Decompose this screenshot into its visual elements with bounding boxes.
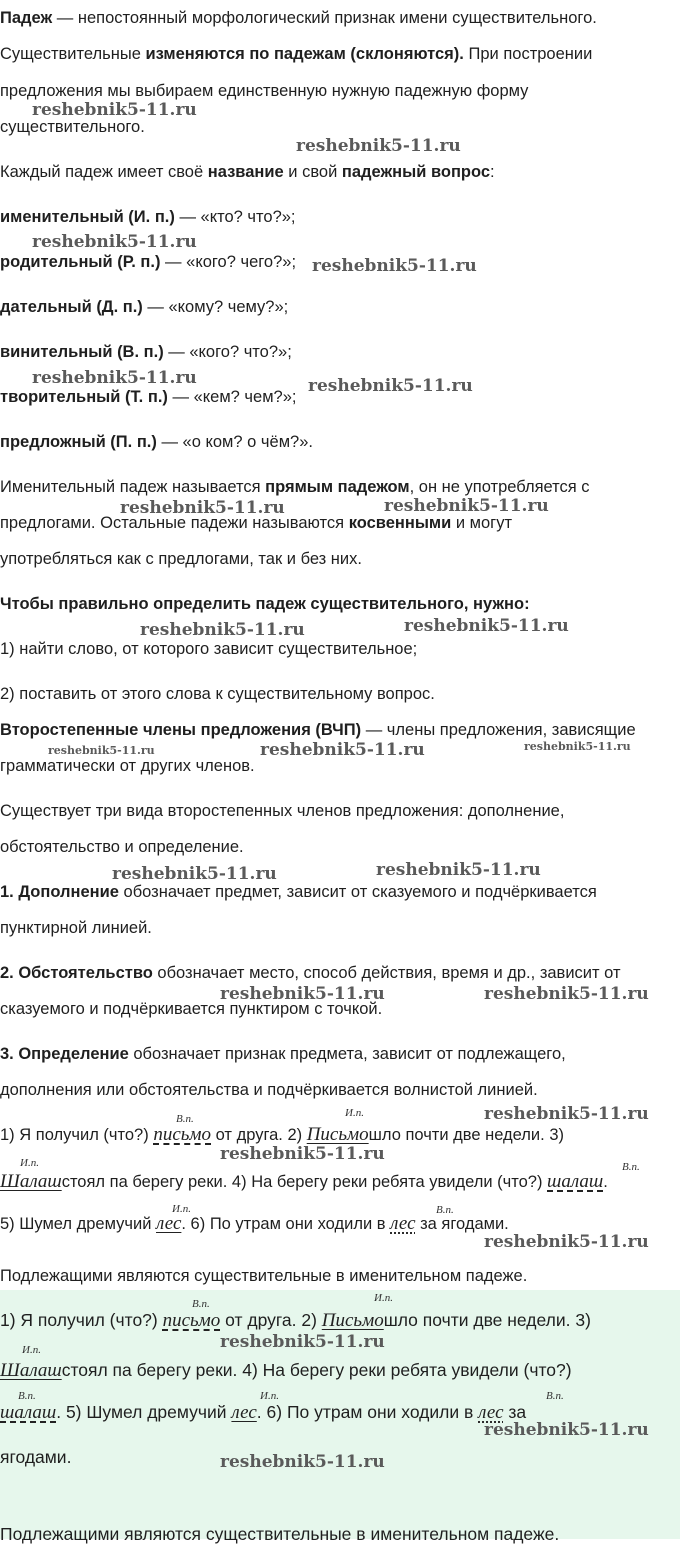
paragraph-line: пунктирной линией. bbox=[0, 919, 152, 937]
handwritten-word: Письмо bbox=[306, 1124, 369, 1145]
bold-text: 2. Обстоятельство bbox=[0, 964, 153, 982]
handwritten-word: письмо bbox=[162, 1310, 221, 1331]
paragraph-line bbox=[0, 477, 590, 497]
case-label: И.п. bbox=[345, 1107, 364, 1119]
watermark: reshebnik5-11.ru bbox=[32, 368, 197, 388]
handwritten-word: лес bbox=[478, 1402, 504, 1423]
paragraph-line: употребляться как с предлогами, так и без них. bbox=[0, 550, 362, 568]
paragraph-line bbox=[0, 1044, 566, 1064]
bold-text: прямым падежом bbox=[265, 478, 410, 496]
paragraph-line: существительного. bbox=[0, 118, 145, 136]
paragraph-line: Существует три вида второстепенных членов предложения: дополнение, bbox=[0, 802, 565, 820]
case-name: предложный (П. п.) bbox=[0, 433, 157, 451]
case-name: винительный (В. п.) bbox=[0, 343, 164, 361]
text: шло почти две недели. 3) bbox=[368, 1126, 564, 1144]
text: за ягодами. bbox=[415, 1215, 509, 1233]
conclusion-text: Подлежащими являются существительные в именительном падеже. bbox=[0, 1524, 560, 1544]
case-question: — «кто? что?»; bbox=[174, 208, 296, 226]
watermark: reshebnik5-11.ru bbox=[296, 136, 461, 156]
case-name: творительный (Т. п.) bbox=[0, 388, 168, 406]
handwritten-word: Шалаш bbox=[0, 1171, 62, 1192]
answer-line: ягодами. bbox=[0, 1447, 72, 1467]
watermark: reshebnik5-11.ru bbox=[484, 984, 649, 1004]
bold-text: Второстепенные члены предложения (ВЧП) bbox=[0, 721, 362, 739]
paragraph-line: сказуемого и подчёркивается пунктиром с точкой. bbox=[0, 1000, 383, 1018]
watermark: reshebnik5-11.ru bbox=[312, 256, 477, 276]
handwritten-word: лес bbox=[390, 1213, 416, 1234]
watermark: reshebnik5-11.ru bbox=[524, 740, 631, 753]
text: 1) Я получил (что?) bbox=[0, 1310, 163, 1330]
case-label: В.п. bbox=[622, 1161, 640, 1173]
watermark: reshebnik5-11.ru bbox=[384, 496, 549, 516]
case-label: И.п. bbox=[260, 1390, 279, 1402]
term-padezh: Падеж bbox=[0, 9, 53, 27]
watermark: reshebnik5-11.ru bbox=[484, 1420, 649, 1440]
case-label: В.п. bbox=[176, 1113, 194, 1125]
answer-line bbox=[0, 1310, 591, 1331]
watermark: reshebnik5-11.ru bbox=[220, 1332, 385, 1352]
bold-text: изменяются по падежам (склоняются). bbox=[145, 45, 464, 63]
example-line bbox=[0, 1125, 564, 1145]
watermark: reshebnik5-11.ru bbox=[376, 860, 541, 880]
bold-text: 1. Дополнение bbox=[0, 883, 119, 901]
text: Именительный падеж называется bbox=[0, 478, 266, 496]
case-item bbox=[0, 387, 297, 407]
howto-step: 1) найти слово, от которого зависит существительное; bbox=[0, 640, 418, 658]
example-line bbox=[0, 1214, 509, 1234]
paragraph-line: грамматически от других членов. bbox=[0, 757, 255, 775]
text: — члены предложения, зависящие bbox=[361, 721, 636, 739]
case-name: дательный (Д. п.) bbox=[0, 298, 143, 316]
case-question: — «кого? чего?»; bbox=[160, 253, 297, 271]
bold-text: падежный вопрос bbox=[341, 163, 491, 181]
case-item bbox=[0, 297, 288, 317]
case-label: В.п. bbox=[192, 1298, 210, 1310]
text: : bbox=[490, 163, 495, 181]
text: стоял па берегу реки. 4) На берегу реки ребята увидели (что?) bbox=[61, 1360, 572, 1380]
text: 5) Шумел дремучий bbox=[65, 1402, 232, 1422]
handwritten-word: лес bbox=[156, 1213, 182, 1234]
text: . bbox=[603, 1173, 608, 1191]
answer-line: шалаш. 5) Шумел дремучий лес. 6) По утрам они ходили в лес за bbox=[0, 1402, 527, 1423]
text: 5) Шумел дремучий bbox=[0, 1215, 157, 1233]
text: . 6) По утрам они ходили в bbox=[181, 1215, 391, 1233]
answer-line bbox=[0, 1360, 572, 1381]
text: . bbox=[56, 1402, 62, 1422]
bold-text: косвенными bbox=[348, 514, 452, 532]
definition-paragraph bbox=[0, 8, 597, 28]
definition-text: — непостоянный морфологический признак имени существительного. bbox=[52, 9, 597, 27]
paragraph-line bbox=[0, 963, 621, 983]
text: обозначает место, способ действия, время и др., зависит от bbox=[152, 964, 621, 982]
text: , он не употребляется с bbox=[409, 478, 590, 496]
case-label: В.п. bbox=[18, 1390, 36, 1402]
case-question: — «кого? что?»; bbox=[163, 343, 292, 361]
case-item bbox=[0, 432, 313, 452]
case-label: В.п. bbox=[546, 1390, 564, 1402]
bold-text: 3. Определение bbox=[0, 1045, 129, 1063]
case-item bbox=[0, 252, 296, 272]
text: стоял па берегу реки. 4) На берегу реки ребята увидели (что?) bbox=[61, 1173, 548, 1191]
paragraph-line bbox=[0, 720, 636, 740]
watermark: reshebnik5-11.ru bbox=[32, 232, 197, 252]
watermark: reshebnik5-11.ru bbox=[220, 1452, 385, 1472]
case-question: — «о ком? о чём?». bbox=[156, 433, 313, 451]
case-name: родительный (Р. п.) bbox=[0, 253, 161, 271]
handwritten-word: Письмо bbox=[321, 1310, 384, 1331]
paragraph-line: обстоятельство и определение. bbox=[0, 838, 244, 856]
watermark: reshebnik5-11.ru bbox=[484, 1232, 649, 1252]
handwritten-word: Шалаш bbox=[0, 1360, 62, 1381]
watermark: reshebnik5-11.ru bbox=[48, 744, 155, 757]
case-item bbox=[0, 207, 296, 227]
text: . 6) По утрам они ходили в bbox=[256, 1402, 479, 1422]
text: Существительные bbox=[0, 45, 146, 63]
text: и свой bbox=[283, 163, 342, 181]
text: 1) Я получил (что?) bbox=[0, 1126, 154, 1144]
text: обозначает предмет, зависит от сказуемого и подчёркивается bbox=[118, 883, 597, 901]
watermark: reshebnik5-11.ru bbox=[112, 864, 277, 884]
handwritten-word: шалаш bbox=[547, 1171, 604, 1192]
bold-text: Чтобы правильно определить падеж существительного, нужно: bbox=[0, 595, 530, 613]
case-label: И.п. bbox=[22, 1344, 41, 1356]
paragraph-line bbox=[0, 162, 495, 182]
watermark: reshebnik5-11.ru bbox=[220, 984, 385, 1004]
handwritten-word: письмо bbox=[153, 1124, 212, 1145]
watermark: reshebnik5-11.ru bbox=[120, 498, 285, 518]
watermark: reshebnik5-11.ru bbox=[140, 620, 305, 640]
text: и могут bbox=[451, 514, 512, 532]
case-question: — «кому? чему?»; bbox=[142, 298, 289, 316]
case-label: И.п. bbox=[172, 1203, 191, 1215]
paragraph-line: предложения мы выбираем единственную нужную падежную форму bbox=[0, 82, 529, 100]
handwritten-word: лес bbox=[231, 1402, 257, 1423]
example-line bbox=[0, 1172, 608, 1192]
howto-title bbox=[0, 594, 530, 614]
text: Каждый падеж имеет своё bbox=[0, 163, 208, 181]
watermark: reshebnik5-11.ru bbox=[308, 376, 473, 396]
text: обозначает признак предмета, зависит от подлежащего, bbox=[128, 1045, 566, 1063]
text: шло почти две недели. 3) bbox=[383, 1310, 591, 1330]
paragraph-line bbox=[0, 44, 592, 64]
paragraph-line bbox=[0, 882, 597, 902]
case-label: В.п. bbox=[436, 1204, 454, 1216]
handwritten-word: шалаш bbox=[0, 1402, 57, 1423]
watermark: reshebnik5-11.ru bbox=[484, 1104, 649, 1124]
text: от друга. 2) bbox=[211, 1126, 307, 1144]
text: от друга. 2) bbox=[220, 1310, 322, 1330]
conclusion-text: Подлежащими являются существительные в именительном падеже. bbox=[0, 1267, 528, 1285]
case-item bbox=[0, 342, 292, 362]
watermark: reshebnik5-11.ru bbox=[404, 616, 569, 636]
bold-text: название bbox=[207, 163, 284, 181]
case-label: И.п. bbox=[20, 1157, 39, 1169]
watermark: reshebnik5-11.ru bbox=[220, 1144, 385, 1164]
howto-step: 2) поставить от этого слова к существительному вопрос. bbox=[0, 685, 435, 703]
watermark: reshebnik5-11.ru bbox=[32, 100, 197, 120]
case-question: — «кем? чем?»; bbox=[167, 388, 297, 406]
case-name: именительный (И. п.) bbox=[0, 208, 175, 226]
case-label: И.п. bbox=[374, 1292, 393, 1304]
watermark: reshebnik5-11.ru bbox=[260, 740, 425, 760]
text: При построении bbox=[463, 45, 593, 63]
paragraph-line: дополнения или обстоятельства и подчёркивается волнистой линией. bbox=[0, 1081, 538, 1099]
text: предлогами. Остальные падежи называются bbox=[0, 514, 349, 532]
